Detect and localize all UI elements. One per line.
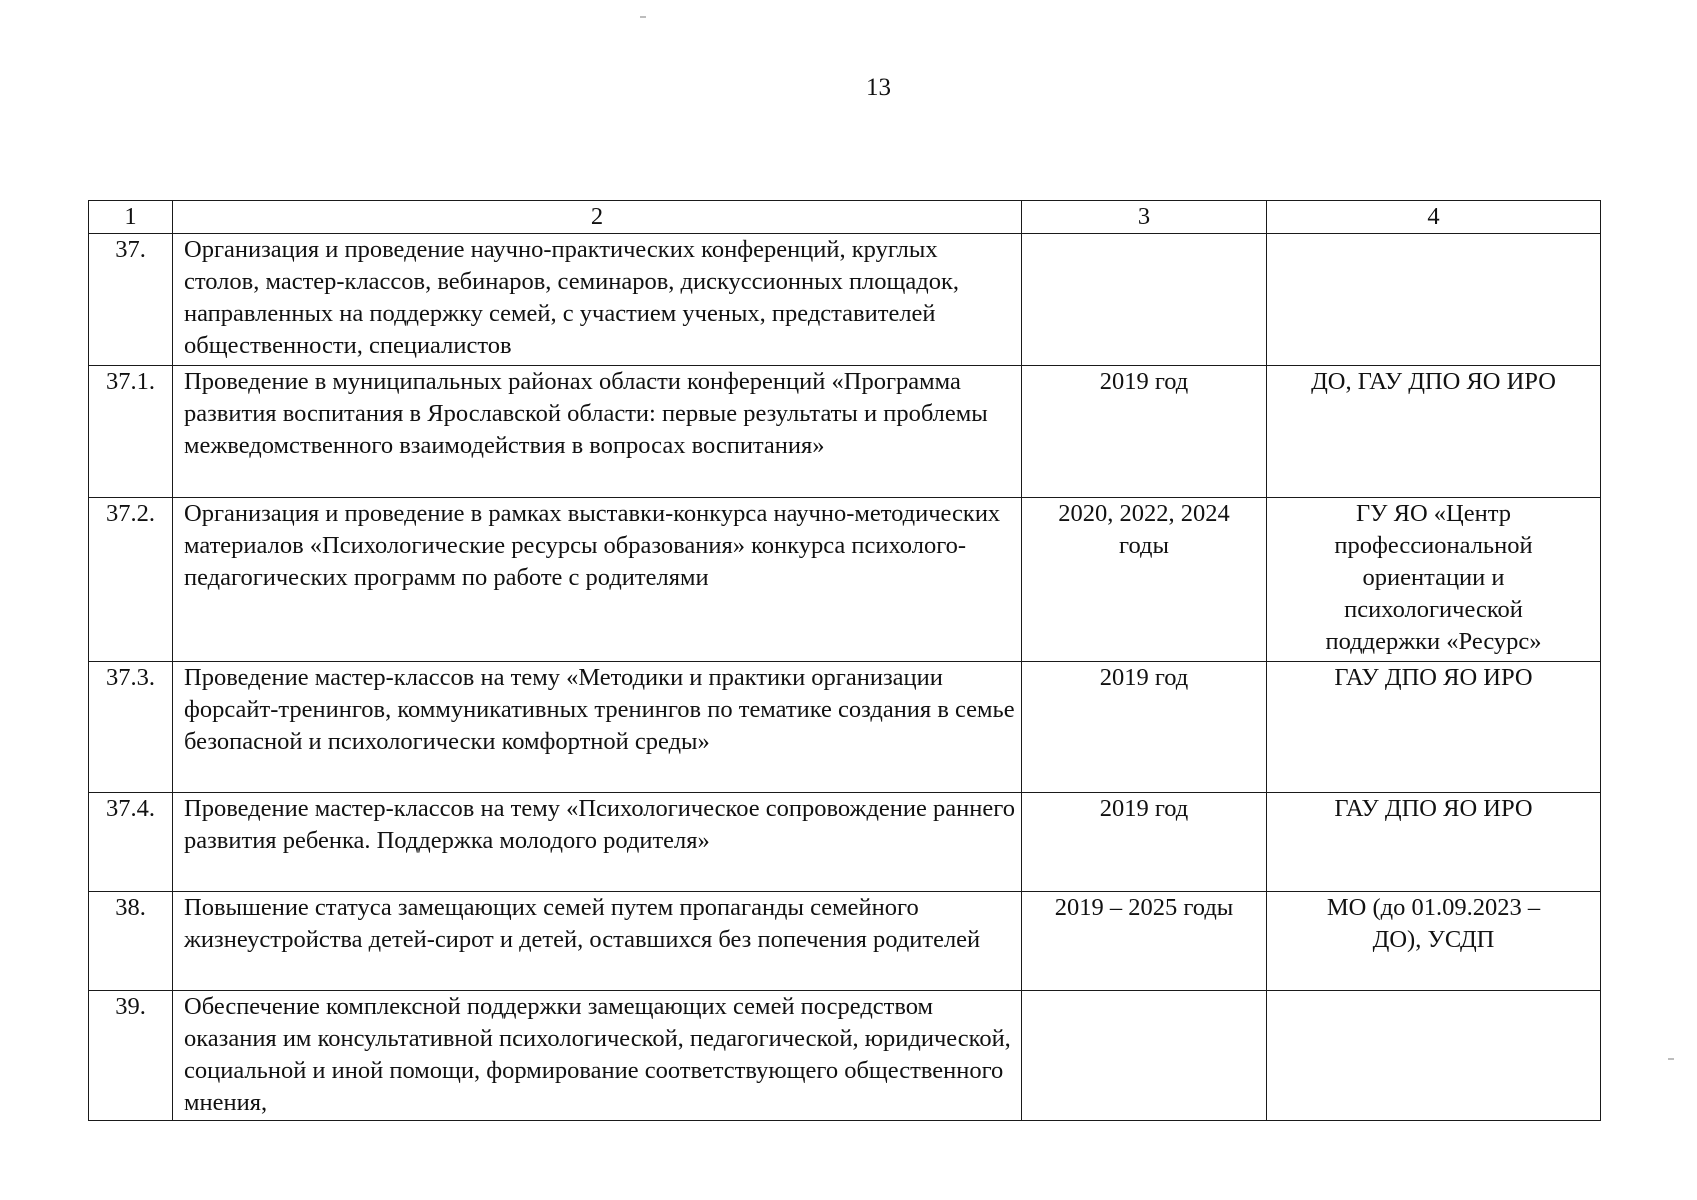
header-col-2: 2 <box>173 201 1022 234</box>
table-header-row <box>89 201 1601 234</box>
row-number: 37.4. <box>89 793 173 892</box>
row-activity: Повышение статуса замещающих семей путем пропаганды семейного жизнеустройства детей-сирот и детей, оставшихся без попечения родителей <box>173 892 1022 991</box>
row-activity: Обеспечение комплексной поддержки замещающих семей посредством оказания им консультативной психологической, педагогической, юридической, социальной и иной помощи, формирование соответствующего общественного мнения, <box>173 991 1022 1121</box>
row-responsible <box>1267 991 1601 1121</box>
row-responsible: ГУ ЯО «Центр профессиональной ориентации и психологической поддержки «Ресурс» <box>1267 498 1601 662</box>
row-term: 2019 год <box>1022 793 1267 892</box>
row-responsible: ГАУ ДПО ЯО ИРО <box>1267 793 1601 892</box>
row-term: 2019 – 2025 годы <box>1022 892 1267 991</box>
row-term <box>1022 991 1267 1121</box>
row-number: 37.3. <box>89 662 173 793</box>
row-term: 2019 год <box>1022 662 1267 793</box>
row-number: 37. <box>89 234 173 366</box>
table-row <box>89 991 1601 1121</box>
table-row <box>89 498 1601 662</box>
row-responsible <box>1267 234 1601 366</box>
scan-mark <box>1668 1058 1674 1060</box>
row-number: 37.1. <box>89 366 173 498</box>
table-row <box>89 366 1601 498</box>
scan-mark <box>640 16 646 18</box>
row-responsible: ДО, ГАУ ДПО ЯО ИРО <box>1267 366 1601 498</box>
row-term <box>1022 234 1267 366</box>
header-col-3: 3 <box>1022 201 1267 234</box>
row-term: 2020, 2022, 2024 годы <box>1022 498 1267 662</box>
row-number: 38. <box>89 892 173 991</box>
plan-table <box>88 200 1601 1121</box>
row-activity: Организация и проведение научно-практических конференций, круглых столов, мастер-классов, вебинаров, семинаров, дискуссионных площадок, направленных на поддержку семей, с участием ученых, представителей общественности, специалистов <box>173 234 1022 366</box>
row-activity: Проведение мастер-классов на тему «Психологическое сопровождение раннего развития ребенка. Поддержка молодого родителя» <box>173 793 1022 892</box>
row-number: 39. <box>89 991 173 1121</box>
row-number: 37.2. <box>89 498 173 662</box>
page-number: 13 <box>866 74 891 101</box>
header-col-1: 1 <box>89 201 173 234</box>
table-row <box>89 892 1601 991</box>
row-responsible: ГАУ ДПО ЯО ИРО <box>1267 662 1601 793</box>
table-row <box>89 662 1601 793</box>
row-activity: Проведение в муниципальных районах области конференций «Программа развития воспитания в Ярославской области: первые результаты и проблемы межведомственного взаимодействия в вопросах воспитания» <box>173 366 1022 498</box>
row-responsible: МО (до 01.09.2023 – ДО), УСДП <box>1267 892 1601 991</box>
row-activity: Проведение мастер-классов на тему «Методики и практики организации форсайт-тренингов, коммуникативных тренингов по тематике создания в семье безопасной и психологически комфортной среды» <box>173 662 1022 793</box>
header-col-4: 4 <box>1267 201 1601 234</box>
table-row <box>89 234 1601 366</box>
row-activity: Организация и проведение в рамках выставки-конкурса научно-методических материалов «Психологические ресурсы образования» конкурса психолого-педагогических программ по работе с родителями <box>173 498 1022 662</box>
row-term: 2019 год <box>1022 366 1267 498</box>
table-row <box>89 793 1601 892</box>
